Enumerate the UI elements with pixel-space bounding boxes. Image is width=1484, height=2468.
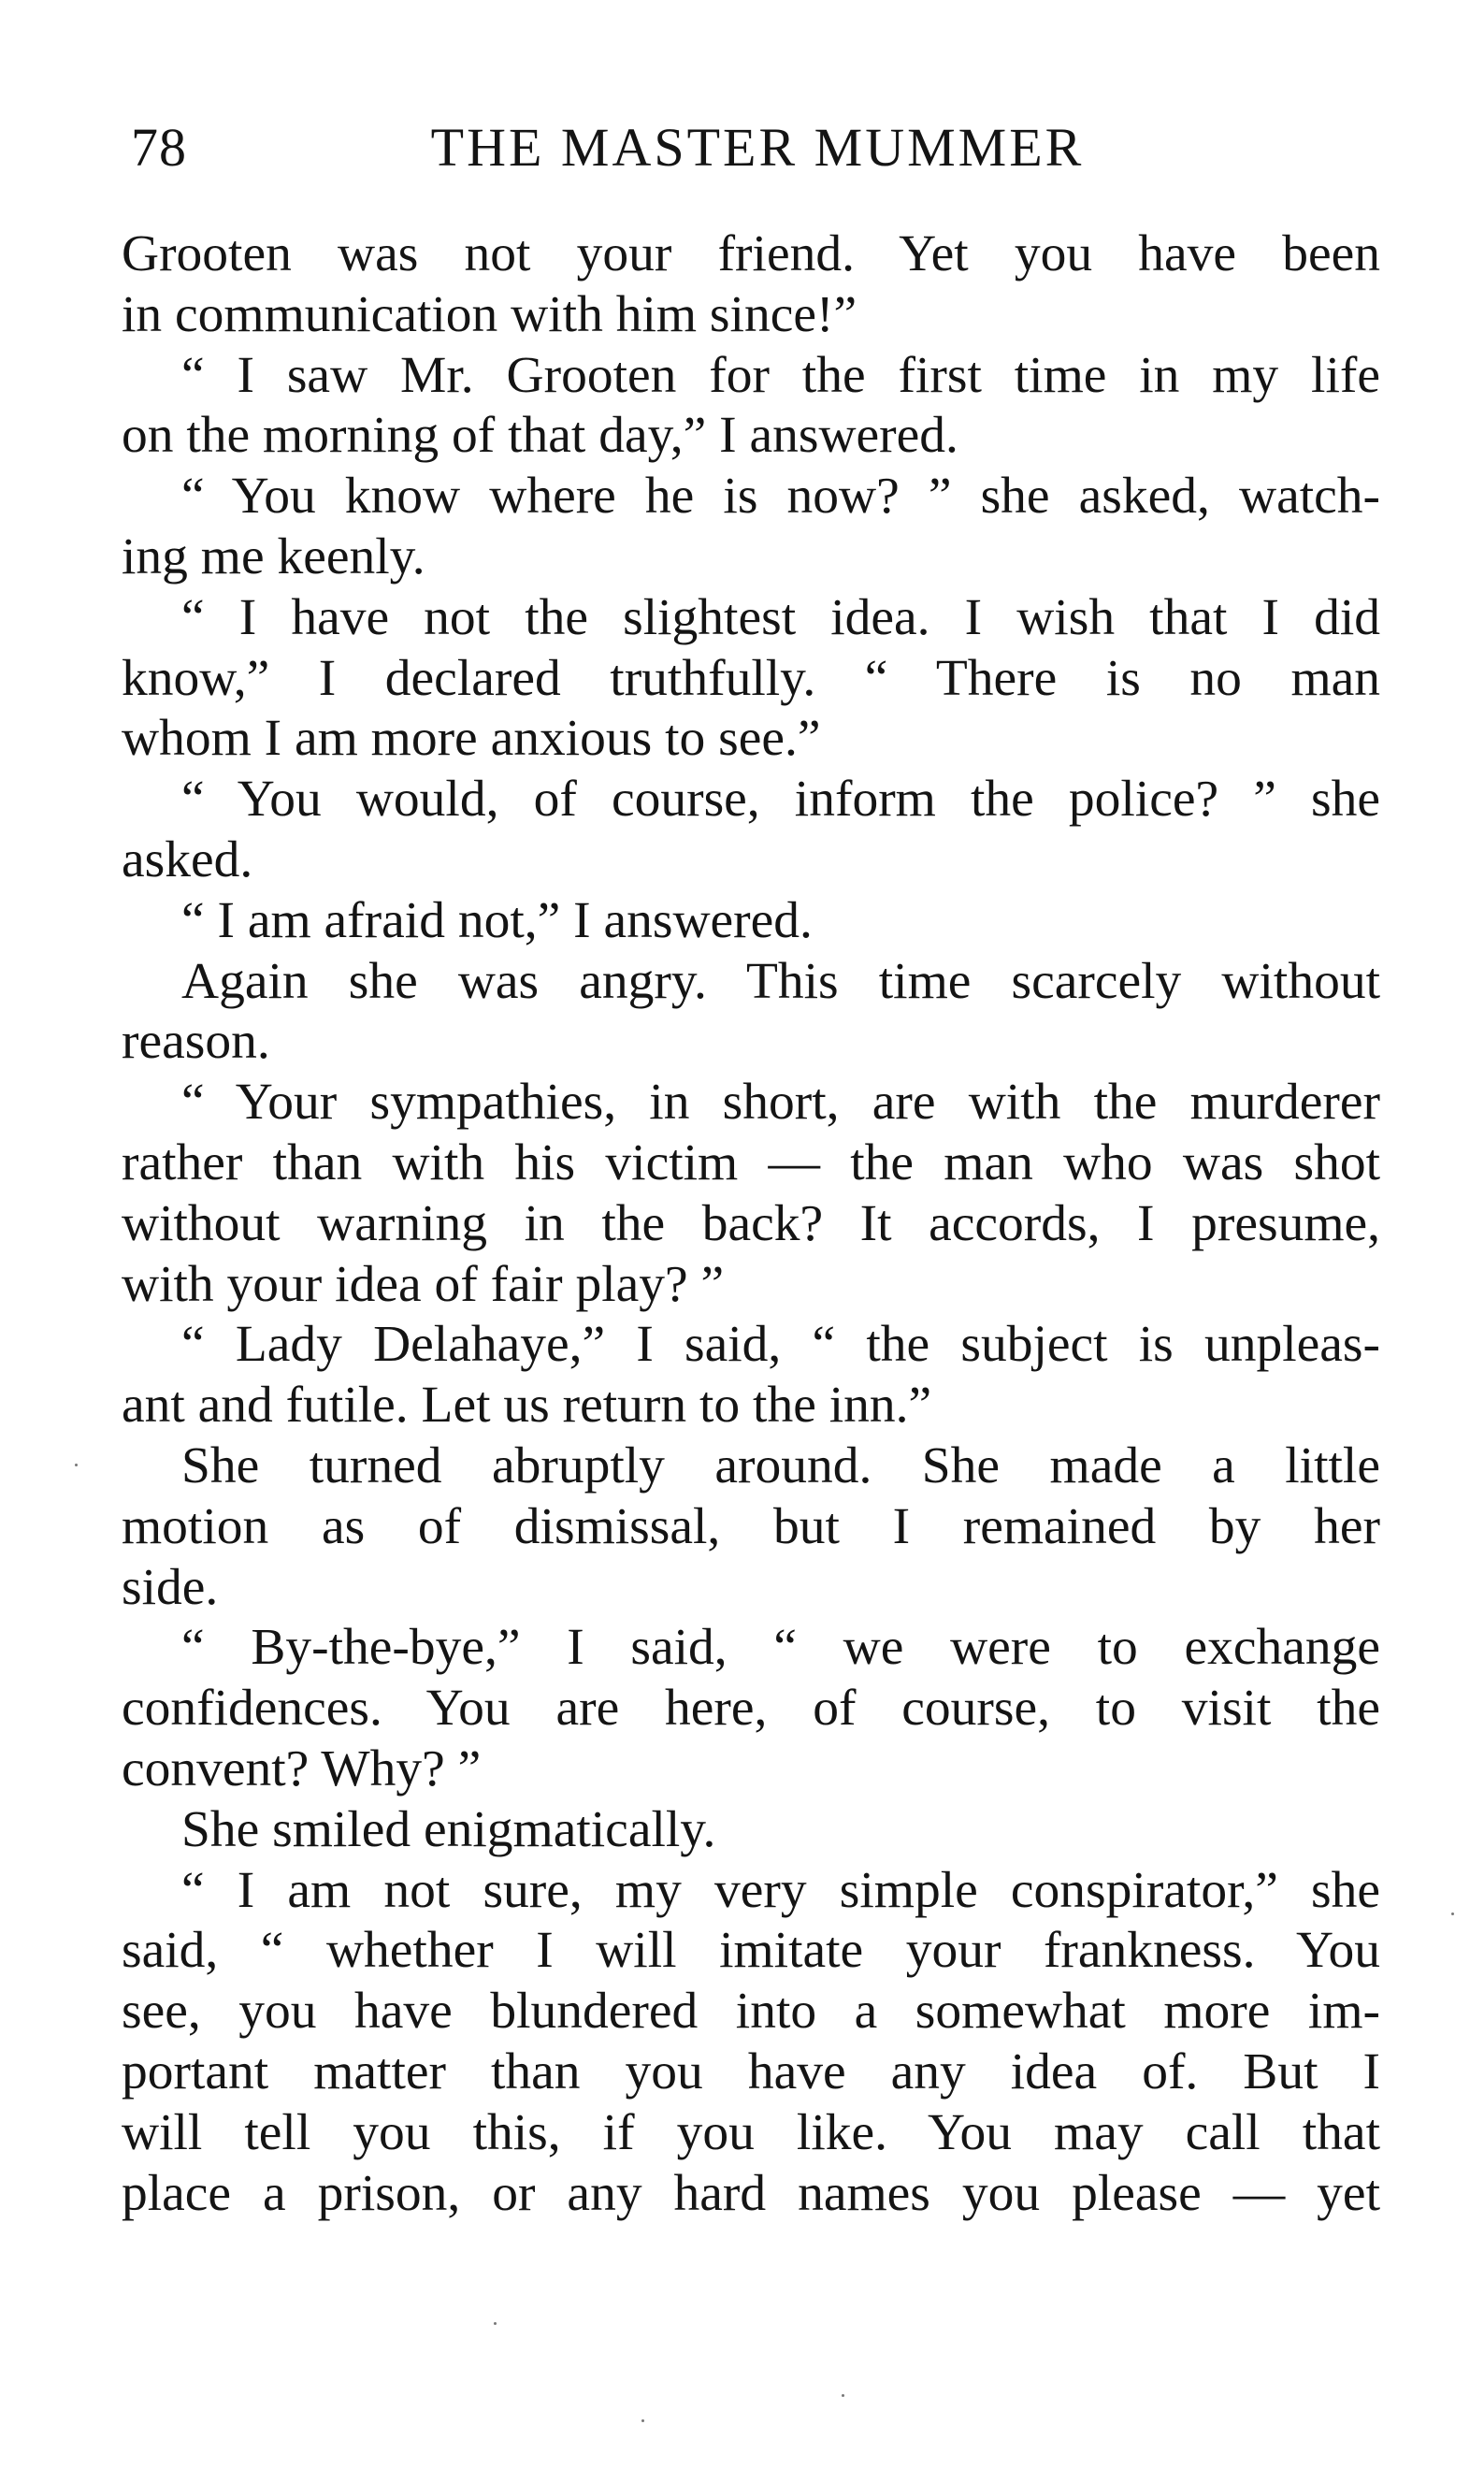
text-line: whom I am more anxious to see.”: [122, 710, 821, 768]
text-line: said, “ whether I will imitate your frankness. You: [122, 1922, 1380, 1980]
text-line: confidences. You are here, of course, to visit the: [122, 1680, 1380, 1738]
text-line: on the morning of that day,” I answered.: [122, 407, 958, 465]
text-line: She turned abruptly around. She made a little: [181, 1436, 1380, 1494]
text-line: rather than with his victim — the man who was shot: [122, 1133, 1380, 1191]
text-line: “ Your sympathies, in short, are with the murderer: [181, 1074, 1380, 1132]
text-line: side.: [122, 1558, 219, 1616]
body-text: [122, 224, 1380, 2224]
text-line: reason.: [122, 1013, 270, 1071]
text-line: ant and futile. Let us return to the inn.”: [122, 1377, 932, 1435]
text-line: will tell you this, if you like. You may call that: [122, 2103, 1380, 2161]
page-header: [131, 110, 1356, 185]
text-line: portant matter than you have any idea of. But I: [122, 2042, 1380, 2100]
text-line: convent? Why? ”: [122, 1739, 482, 1797]
print-speck: [641, 2419, 644, 2422]
page-number: 78: [131, 117, 187, 178]
text-line: without warning in the back? It accords, I presume,: [122, 1194, 1380, 1252]
text-line: “ You know where he is now? ” she asked, watch-: [181, 468, 1380, 526]
text-line: “ You would, of course, inform the police? ” she: [181, 771, 1380, 829]
print-speck: [75, 1464, 78, 1466]
print-speck: [842, 2394, 844, 2397]
text-line: see, you have blundered into a somewhat more im-: [122, 1983, 1380, 2041]
text-line: motion as of dismissal, but I remained by her: [122, 1497, 1380, 1555]
text-line: “ I have not the slightest idea. I wish that I did: [181, 588, 1380, 646]
text-line: She smiled enigmatically.: [181, 1800, 716, 1858]
text-line: Again she was angry. This time scarcely without: [181, 952, 1380, 1010]
text-line: place a prison, or any hard names you please — yet: [122, 2164, 1380, 2222]
print-speck: [494, 2322, 497, 2325]
text-line: asked.: [122, 830, 253, 888]
text-line: Grooten was not your friend. Yet you have been: [122, 225, 1380, 282]
print-speck: [1451, 1912, 1454, 1915]
text-line: “ I saw Mr. Grooten for the first time in my life: [181, 346, 1380, 404]
text-line: “ I am not sure, my very simple conspirator,” she: [181, 1861, 1380, 1919]
text-line: “ By-the-bye,” I said, “ we were to exchange: [181, 1619, 1380, 1677]
running-title: THE MASTER MUMMER: [430, 117, 1085, 178]
text-line: with your idea of fair play? ”: [122, 1255, 725, 1313]
text-line: “ I am afraid not,” I answered.: [181, 891, 813, 949]
text-line: in communication with him since!”: [122, 285, 857, 343]
text-line: know,” I declared truthfully. “ There is no man: [122, 649, 1380, 707]
text-line: “ Lady Delahaye,” I said, “ the subject is unpleas-: [181, 1316, 1380, 1374]
text-line: ing me keenly.: [122, 527, 425, 585]
